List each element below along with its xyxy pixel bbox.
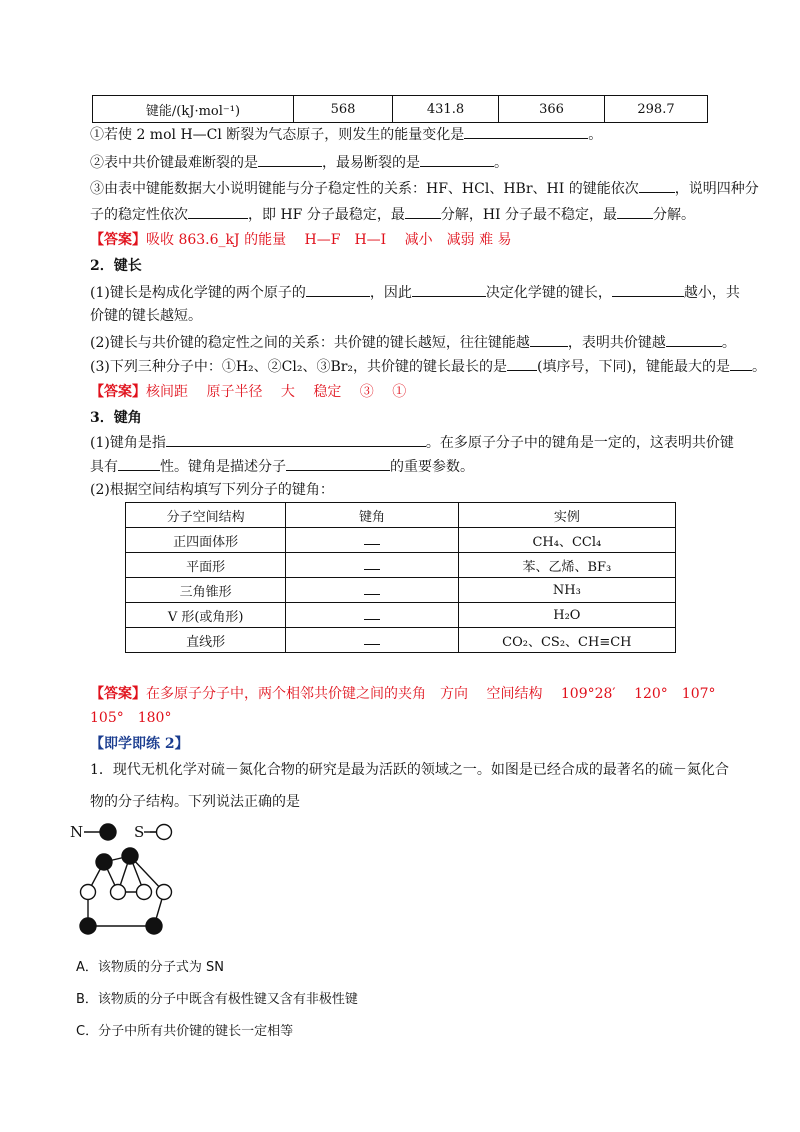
example-cell: CO₂、CS₂、CH≡CH [458,628,675,653]
s-atom [157,885,172,900]
energy-value-hi: 298.7 [605,96,708,123]
blank [306,282,370,297]
blank [507,356,537,371]
practice-tag: 【即学即练 2】 [90,736,189,752]
blank [639,178,675,193]
answer-tag: 【答案】 [90,686,146,702]
s2-text: ，表明共价键越 [567,335,666,351]
bond-energy-table [92,95,708,123]
q1-text: ②表中共价键最难断裂的是 [90,155,258,171]
n-atom [122,848,138,864]
header-structure: 分子空间结构 [126,503,286,528]
s2-text: ，因此 [369,285,412,301]
answer-text: 105° 180° [90,710,172,726]
blank [118,456,160,471]
s3-text: (2)根据空间结构填写下列分子的键角： [90,482,334,498]
s-atom [111,885,126,900]
practice-question-line-1: 1．现代无机化学对硫－氮化合物的研究是最为活跃的领域之一。如图是已经合成的最著名的硫－氮化合 [90,762,729,778]
energy-value-hf: 568 [294,96,393,123]
s3-text: 。在多原子分子中的键角是一定的，这表明共价键 [425,435,734,451]
blank [420,152,494,167]
q1-text: ，说明四种分 [674,181,759,197]
legend-s-label: S [134,823,145,841]
s2-text: 。 [751,359,766,375]
table-row [126,553,676,578]
angle-blank-cell [286,553,458,578]
q1-answer [90,230,512,250]
q1-line-3 [90,178,759,199]
n-atom [80,918,96,934]
s2-answer [90,382,406,402]
q1-line-1 [90,124,602,145]
blank [666,332,722,347]
legend-n-atom [100,824,116,840]
angle-blank-cell [286,578,458,603]
example-cell: NH₃ [458,578,675,603]
s2-text: 决定化学键的键长， [485,285,612,301]
q1-text: 分解，HI 分子最不稳定，最 [440,207,618,223]
s2-p3 [90,356,766,377]
option-c[interactable]: C．分子中所有共价键的键长一定相等 [76,1024,294,1039]
blank [405,204,441,219]
s3-text: 的重要参数。 [390,459,474,475]
s3-text: 具有 [90,459,118,475]
n-atom [96,854,112,870]
angle-blank-cell [286,603,458,628]
blank [730,356,752,371]
blank [286,456,390,471]
q1-text: 子的稳定性依次 [90,207,188,223]
s2-text: (2)键长与共价键的稳定性之间的关系：共价键的键长越短，往往键能越 [90,335,530,351]
blank [258,152,322,167]
structure-cell: V 形(或角形) [126,603,286,628]
s2-text: (1)键长是构成化学键的两个原子的 [90,285,306,301]
q1-line-4 [90,204,695,225]
s2-text: 价键的键长越短。 [90,308,202,324]
structure-cell: 三角锥形 [126,578,286,603]
energy-label-cell: 键能/(kJ·mol⁻¹) [93,96,294,123]
blank [364,557,380,570]
blank [364,582,380,595]
practice-question-line-2: 物的分子结构。下列说法正确的是 [90,794,300,810]
section-number: 3． [90,410,114,426]
s3-p1 [90,432,734,453]
legend-n-label: N [70,823,84,841]
blank [364,607,380,620]
s2-text: (填序号，下同)，键能最大的是 [537,359,730,375]
answer-text: 吸收 863.6_kJ 的能量 H—F H—I 减小 减弱 难 易 [146,232,512,248]
s3-p1-line2 [90,456,474,477]
header-example: 实例 [458,503,675,528]
table-row [126,578,676,603]
energy-value-hbr: 366 [499,96,605,123]
q1-text: ③由表中键能数据大小说明键能与分子稳定性的关系：HF、HCl、HBr、HI 的键能依次 [90,181,639,197]
legend-s-atom [157,825,172,840]
n-atom [146,918,162,934]
structure-cell: 直线形 [126,628,286,653]
blank [412,282,486,297]
q1-text: ，最易断裂的是 [322,155,420,171]
s2-text: 越小，共 [683,285,740,301]
answer-text: 在多原子分子中，两个相邻共价键之间的夹角 方向 空间结构 109°28′ 120° 107° [146,686,716,702]
s3-text: 性。键角是描述分子 [160,459,286,475]
table-row [126,528,676,553]
q1-text: 。 [494,155,508,171]
s-atom [81,885,96,900]
s3-answer-line-1 [90,684,716,704]
section-title: 键角 [113,410,142,426]
blank [612,282,684,297]
structure-cell: 平面形 [126,553,286,578]
s2-text: 。 [721,335,736,351]
blank [617,204,653,219]
q1-text: ，即 HF 分子最稳定，最 [248,207,405,223]
s2-p1-line2 [90,306,202,326]
example-cell: 苯、乙烯、BF₃ [458,553,675,578]
s3-p2 [90,480,334,500]
table-header-row [126,503,676,528]
answer-tag: 【答案】 [90,232,146,248]
s2-p1 [90,282,740,303]
option-b[interactable]: B．该物质的分子中既含有极性键又含有非极性键 [76,992,358,1007]
blank [166,432,426,447]
bond-angle-table [125,502,676,653]
blank [364,632,380,645]
angle-blank-cell [286,528,458,553]
q1-line-2 [90,152,508,173]
blank [364,532,380,545]
answer-text: 核间距 原子半径 大 稳定 ③ ① [146,384,407,400]
structure-cell: 正四面体形 [126,528,286,553]
blank [464,124,588,139]
table-row [93,96,708,123]
table-row [126,628,676,653]
example-cell: CH₄、CCl₄ [458,528,675,553]
table-row [126,603,676,628]
s3-answer-line-2 [90,708,171,728]
section-number: 2． [90,258,114,274]
s-atom [137,885,152,900]
option-a[interactable]: A．该物质的分子式为 SN [76,960,225,975]
s3-text: (1)键角是指 [90,435,166,451]
sn-molecule-diagram [68,818,198,944]
q1-text: 。 [588,127,603,143]
q1-text: 分解。 [653,207,696,223]
q1-text: ①若使 2 mol H—Cl 断裂为气态原子，则发生的能量变化是 [90,127,465,143]
header-angle: 键角 [286,503,458,528]
example-cell: H₂O [458,603,675,628]
s2-p2 [90,332,736,353]
section-3-title [90,408,142,428]
section-title: 键长 [113,258,142,274]
blank [188,204,248,219]
angle-blank-cell [286,628,458,653]
blank [530,332,568,347]
s2-text: (3)下列三种分子中：①H₂、②Cl₂、③Br₂，共价键的键长最长的是 [90,359,508,375]
section-2-title [90,256,142,276]
answer-tag: 【答案】 [90,384,146,400]
energy-value-hcl: 431.8 [393,96,499,123]
